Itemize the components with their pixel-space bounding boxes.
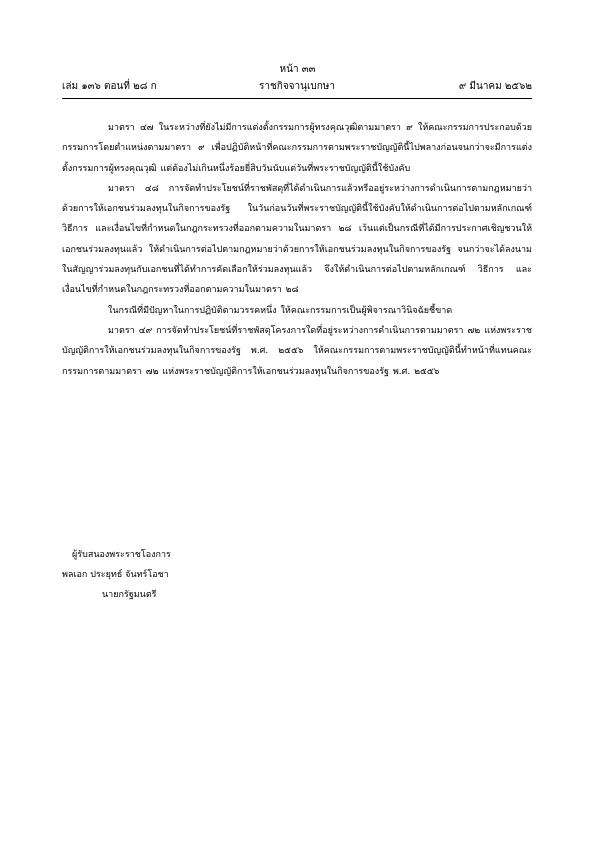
signature-block bbox=[62, 545, 362, 605]
gazette-header bbox=[62, 80, 532, 94]
paragraph-section-48: มาตรา ๔๘ การจัดทำประโยชน์ที่ราชพัสดุที่ได้ดำเนินการแล้วหรืออยู่ระหว่างการดำเนินการตามกฎหมายว่าด้วยการให้เอกชนร่วมลงทุนในกิจการของรัฐ ในวันก่อนวันที่พระราชบัญญัตินี้ใช้บังคับให้ดำเนินการต่อไปตามหลักเกณฑ์ วิธีการ และเงื่อนไขที่กำหนดในกฎกระทรวงที่ออกตามความในมาตรา ๒๘ เว้นแต่เป็นกรณีที่ได้มีการประกาศเชิญชวนให้เอกชนร่วมลงทุนแล้ว ให้ดำเนินการต่อไปตามกฎหมายว่าด้วยการให้เอกชนร่วมลงทุนในกิจการของรัฐ จนกว่าจะได้ลงนามในสัญญาร่วมลงทุนกับเอกชนที่ได้ทำการคัดเลือกให้ร่วมลงทุนแล้ว จึงให้ดำเนินการต่อไปตามหลักเกณฑ์ วิธีการ และเงื่อนไขที่กำหนดในกฎกระทรวงที่ออกตามความในมาตรา ๒๘ bbox=[62, 183, 532, 296]
signatory-title: นายกรัฐมนตรี bbox=[102, 590, 157, 600]
publication-name: ราชกิจจานุเบกษา bbox=[258, 81, 336, 92]
page-number: หน้า ๓๓ bbox=[279, 64, 316, 75]
paragraph-section-48-clause-2: ในกรณีที่มีปัญหาในการปฏิบัติตามวรรคหนึ่ง ให้คณะกรรมการเป็นผู้พิจารณาวินิจฉัยชี้ขาด bbox=[108, 305, 453, 316]
header-divider bbox=[62, 98, 532, 99]
publication-date: ๙ มีนาคม ๒๕๖๒ bbox=[458, 81, 532, 92]
paragraph-section-47: มาตรา ๔๗ ในระหว่างที่ยังไม่มีการแต่งตั้งกรรมการผู้ทรงคุณวุฒิตามมาตรา ๙ ให้คณะกรรมการประกอบด้วยกรรมการโดยตำแหน่งตามมาตรา ๙ เพื่อปฏิบัติหน้าที่คณะกรรมการตามพระราชบัญญัตินี้ไปพลางก่อนจนกว่าจะมีการแต่งตั้งกรรมการผู้ทรงคุณวุฒิ แต่ต้องไม่เกินหนึ่งร้อยยี่สิบวันนับแต่วันที่พระราชบัญญัตินี้ใช้บังคับ bbox=[62, 123, 532, 174]
paragraph-section-49: มาตรา ๔๙ การจัดทำประโยชน์ที่ราชพัสดุโครงการใดที่อยู่ระหว่างการดำเนินการตามมาตรา ๗๒ แห่งพระราชบัญญัติการให้เอกชนร่วมลงทุนในกิจการของรัฐ พ.ศ. ๒๕๕๖ ให้คณะกรรมการตามพระราชบัญญัตินี้ทำหน้าที่แทนคณะกรรมการตามมาตรา ๗๒ แห่งพระราชบัญญัติการให้เอกชนร่วมลงทุนในกิจการของรัฐ พ.ศ. ๒๕๕๖ bbox=[62, 325, 532, 377]
volume-issue: เล่ม ๑๓๖ ตอนที่ ๒๘ ก bbox=[62, 81, 157, 92]
document-body bbox=[62, 118, 532, 382]
signatory-name: พลเอก ประยุทธ์ จันทร์โอชา bbox=[62, 570, 169, 580]
countersign-label: ผู้รับสนองพระราชโองการ bbox=[72, 550, 171, 560]
